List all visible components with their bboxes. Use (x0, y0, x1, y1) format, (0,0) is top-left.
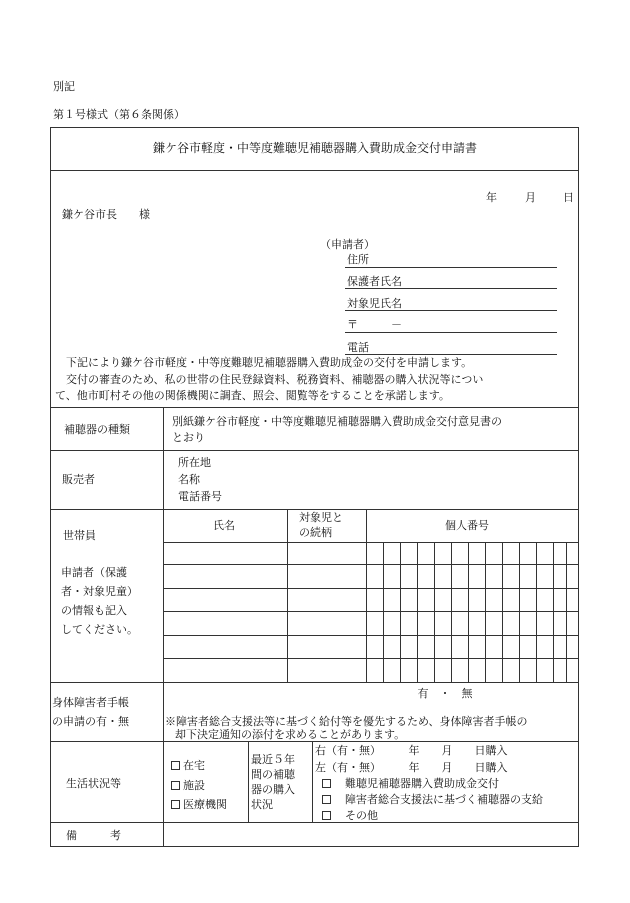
cell-divider (536, 542, 537, 682)
checkbox-icon[interactable] (322, 811, 331, 820)
form-title: 鎌ケ谷市軽度・中等度難聴児補聴器購入費助成金交付申請書 (152, 141, 477, 155)
purchase-option-1[interactable]: 難聴児補聴器購入費助成金交付 (322, 776, 499, 791)
household-note-2: 者・対象児童） (61, 585, 138, 598)
disability-note-1: ※障害者総合支援法等に基づく給付等を優先するため、身体障害者手帳の (165, 715, 528, 728)
household-note-1: 申請者（保護 (61, 566, 127, 579)
cell-divider (566, 542, 567, 682)
applicant-heading: （申請者） (320, 238, 375, 251)
cell-divider (434, 542, 435, 682)
cell-divider (553, 542, 554, 682)
divider (50, 407, 579, 408)
col-relation-header-2: の続柄 (299, 526, 332, 539)
device-type-label: 補聴器の種類 (64, 423, 130, 436)
recent-label-4: 状況 (251, 798, 273, 811)
divider (287, 509, 288, 682)
divider (366, 509, 367, 682)
right-ear-purchase: 右（有・無） 年 月 日購入 (315, 744, 508, 757)
disability-label-2: の申請の有・無 (52, 715, 129, 728)
statement-line-3: て、他市町村その他の関係機関に調査、照会、閲覧等をすることを承諾します。 (55, 389, 450, 402)
col-relation-header: 対象児と (299, 511, 343, 524)
cell-divider (417, 542, 418, 682)
purchase-option-2[interactable]: 障害者総合支援法に基づく補聴器の支給 (322, 792, 543, 807)
guardian-name-field[interactable] (345, 288, 557, 289)
cell-divider (451, 542, 452, 682)
household-note-3: の情報も記入 (61, 604, 127, 617)
appendix-label: 別記 (53, 80, 75, 93)
household-label: 世帯員 (63, 529, 96, 542)
postal-field[interactable] (345, 332, 557, 333)
cell-divider (468, 542, 469, 682)
recent-label-1: 最近５年 (251, 753, 295, 766)
table-row-line (163, 564, 579, 565)
address-field[interactable] (345, 267, 557, 268)
table-row-line (163, 611, 579, 612)
purchase-option-3[interactable]: その他 (322, 808, 378, 823)
date-month: 月 (525, 191, 536, 204)
col-personal-number-header: 個人番号 (445, 519, 489, 532)
table-row-line (163, 635, 579, 636)
device-type-value-2: とおり (172, 431, 205, 444)
checkbox-icon[interactable] (171, 781, 180, 790)
phone-label: 電話 (347, 341, 369, 354)
checkbox-icon[interactable] (171, 800, 180, 809)
form-number: 第１号様式（第６条関係） (53, 108, 185, 121)
seller-label: 販売者 (62, 473, 95, 486)
addressee: 鎌ケ谷市長 様 (62, 208, 150, 221)
date-year: 年 (486, 191, 497, 204)
seller-name: 名称 (178, 473, 200, 486)
disability-label: 身体障害者手帳 (52, 696, 129, 709)
living-label: 生活状況等 (66, 777, 121, 790)
table-row-line (163, 658, 579, 659)
address-label: 住所 (347, 253, 369, 266)
household-note-4: してください。 (61, 623, 138, 636)
divider (50, 682, 579, 683)
remarks-label: 備 考 (66, 829, 121, 842)
cell-divider (485, 542, 486, 682)
checkbox-icon[interactable] (322, 795, 331, 804)
child-name-label: 対象児氏名 (347, 297, 402, 310)
cell-divider (383, 542, 384, 682)
divider (50, 450, 579, 451)
living-option-medical[interactable]: 医療機関 (171, 797, 227, 812)
statement-line-2: 交付の審査のため、私の世帯の住民登録資料、税務資料、補聴器の購入状況等につい (66, 373, 484, 386)
checkbox-icon[interactable] (171, 761, 180, 770)
checkbox-icon[interactable] (322, 779, 331, 788)
living-option-facility[interactable]: 施設 (171, 778, 205, 793)
divider (50, 822, 579, 823)
guardian-name-label: 保護者氏名 (347, 275, 402, 288)
recent-label-2: 間の補聴 (251, 768, 295, 781)
recent-label-3: 器の購入 (251, 783, 295, 796)
disability-yes-no[interactable]: 有 ・ 無 (417, 687, 473, 700)
cell-divider (519, 542, 520, 682)
cell-divider (400, 542, 401, 682)
seller-location: 所在地 (178, 456, 211, 469)
left-ear-purchase: 左（有・無） 年 月 日購入 (315, 761, 508, 774)
postal-label: 〒 － (347, 318, 402, 331)
date-day: 日 (563, 191, 574, 204)
device-type-value: 別紙鎌ケ谷市軽度・中等度難聴児補聴器購入費助成金交付意見書の (172, 415, 502, 428)
divider (248, 741, 249, 822)
seller-phone: 電話番号 (178, 490, 222, 503)
living-option-home[interactable]: 在宅 (171, 758, 205, 773)
col-name-header: 氏名 (213, 519, 235, 532)
table-row-line (163, 542, 579, 543)
statement-line-1: 下記により鎌ケ谷市軽度・中等度難聴児補聴器購入費助成金の交付を申請します。 (66, 356, 473, 369)
divider (163, 407, 164, 847)
divider (50, 170, 579, 171)
cell-divider (502, 542, 503, 682)
table-row-line (163, 588, 579, 589)
child-name-field[interactable] (345, 310, 557, 311)
disability-note-2: 却下決定通知の添付を求めることがあります。 (175, 728, 406, 741)
divider (312, 741, 313, 822)
